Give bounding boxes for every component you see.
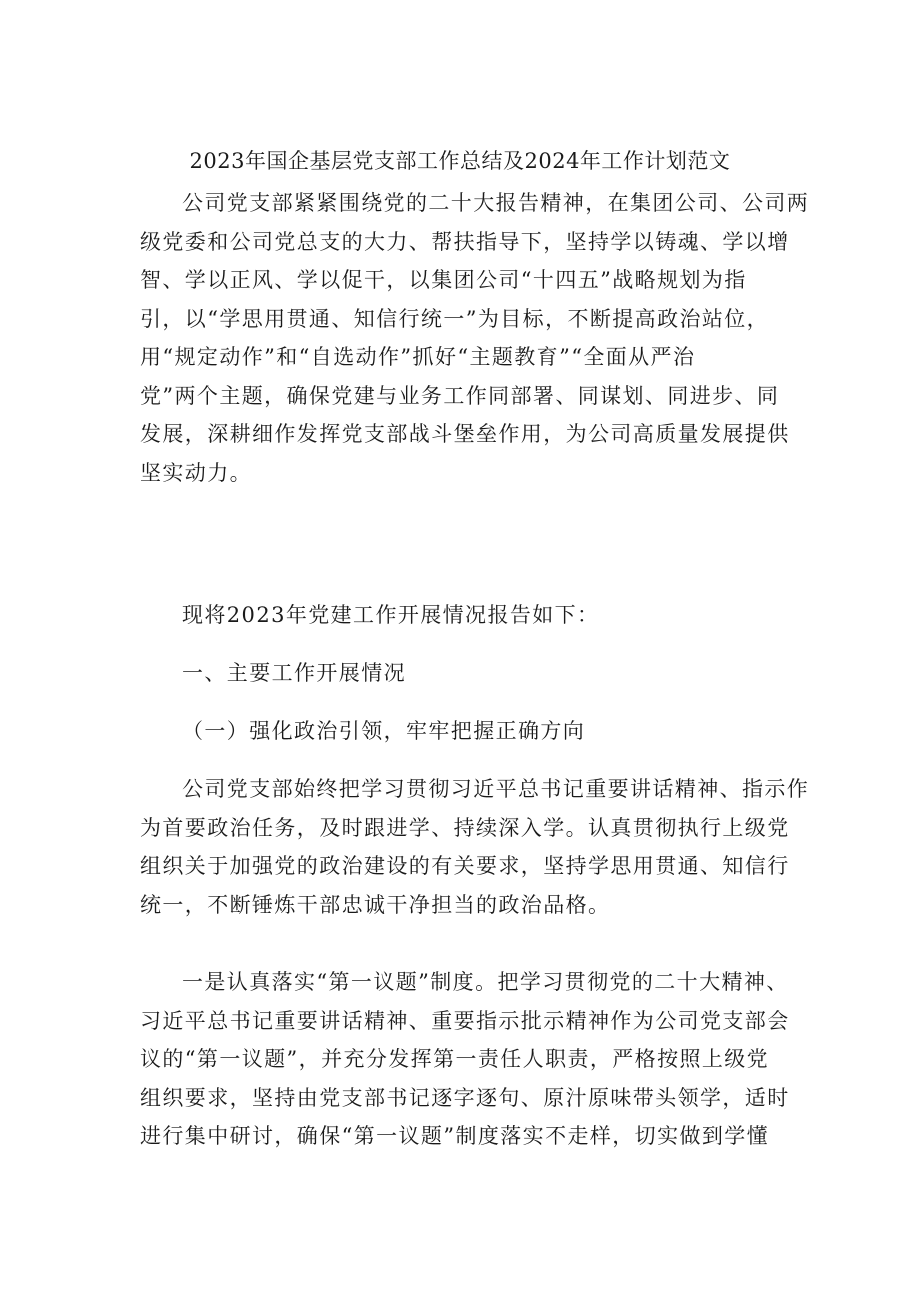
body-line: 公司党支部始终把学习贯彻习近平总书记重要讲话精神、指示作 <box>182 777 810 801</box>
body-line: 议的“第一议题”，并充分发挥第一责任人职责，严格按照上级党 <box>140 1047 770 1071</box>
body-line: 为首要政治任务，及时跟进学、持续深入学。认真贯彻执行上级党 <box>140 815 790 840</box>
body-line: 统一，不断锤炼干部忠诚干净担当的政治品格。 <box>140 892 611 917</box>
body-line: 组织要求，坚持由党支部书记逐字逐句、原汁原味带头领学，适时 <box>140 1085 790 1110</box>
subsection-one-heading <box>140 712 780 751</box>
intro-line: 发展，深耕细作发挥党支部战斗堡垒作用，为公司高质量发展提供 <box>140 422 790 446</box>
body-line: 组织关于加强党的政治建设的有关要求，坚持学思用贯通、知信行 <box>140 854 790 878</box>
section-heading-line: 一、主要工作开展情况 <box>182 661 406 685</box>
body-line: 进行集中研讨，确保“第一议题”制度落实不走样，切实做到学懂 <box>140 1124 770 1148</box>
body-line: 习近平总书记重要讲话精神、重要指示批示精神作为公司党支部会 <box>140 1008 790 1033</box>
intro-line: 党”两个主题，确保党建与业务工作同部署、同谋划、同进步、同 <box>140 383 780 408</box>
intro-line: 公司党支部紧紧围绕党的二十大报告精神，在集团公司、公司两 <box>182 191 810 215</box>
report-intro-line: 现将2023年党建工作开展情况报告如下： <box>182 603 600 627</box>
intro-line: 坚实动力。 <box>140 460 252 485</box>
intro-line: 用“规定动作”和“自选动作”抓好“主题教育”“全面从严治 <box>140 345 696 369</box>
subsection-heading-line: （一）强化政治引领，牢牢把握正确方向 <box>182 719 586 743</box>
intro-line: 引，以“学思用贯通、知信行统一”为目标，不断提高政治站位， <box>140 306 770 331</box>
intro-line: 级党委和公司党总支的大力、帮扶指导下，坚持学以铸魂、学以增 <box>140 229 790 254</box>
point-one-paragraph <box>140 963 790 1156</box>
document-title: 2023年国企基层党支部工作总结及2024年工作计划范文 <box>189 149 731 173</box>
intro-paragraph <box>140 184 810 492</box>
body-line: 一是认真落实“第一议题”制度。把学习贯彻党的二十大精神、 <box>182 970 789 994</box>
intro-line: 智、学以正风、学以促干，以集团公司“十四五”战略规划为指 <box>140 268 747 292</box>
subsection-one-paragraph <box>140 770 810 924</box>
report-intro-paragraph <box>140 596 780 635</box>
section-one-heading <box>140 654 780 693</box>
